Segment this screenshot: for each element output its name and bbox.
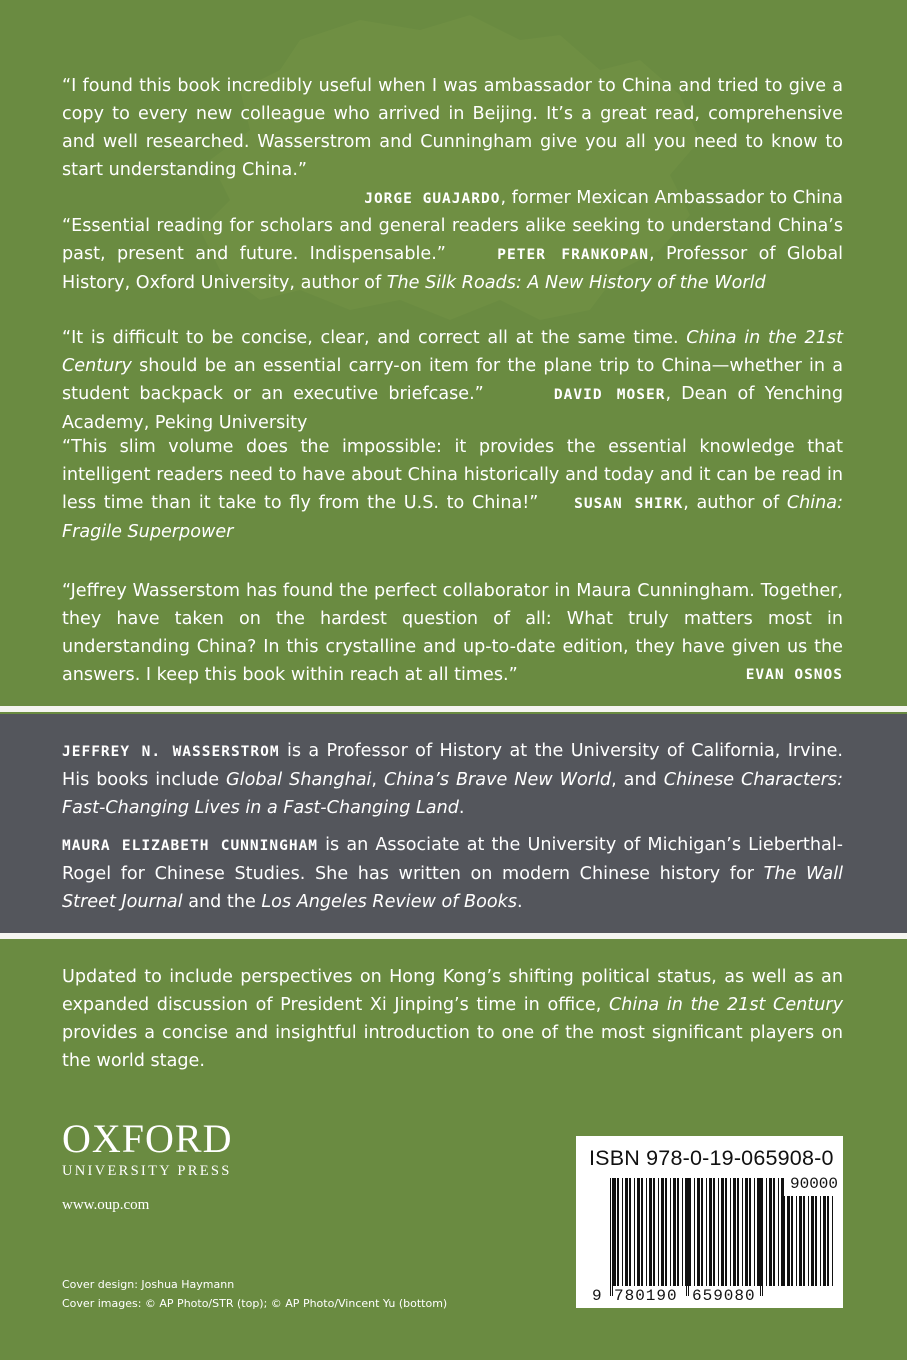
barcode-bar	[706, 1178, 707, 1286]
barcode-bar	[815, 1196, 817, 1286]
barcode-bar	[646, 1178, 647, 1286]
barcode-bar	[778, 1178, 779, 1286]
book-title: China in the 21st Century	[608, 995, 843, 1015]
quote-author-role: , author of	[683, 493, 787, 513]
barcode-digit-first: 9	[592, 1287, 602, 1305]
barcode-guard-bar	[612, 1178, 613, 1296]
barcode-bar	[799, 1196, 802, 1286]
logo-wordmark: OXFORD	[62, 1116, 233, 1161]
quote-book-title: China in the 21st Century	[62, 328, 843, 376]
quote-guajardo	[62, 72, 843, 213]
barcode-bar	[745, 1178, 748, 1286]
barcode-bar	[757, 1178, 760, 1286]
barcode-bar	[791, 1196, 793, 1286]
bio-text: and the	[182, 892, 262, 912]
barcode-bar	[823, 1196, 826, 1286]
barcode-bar	[682, 1178, 683, 1286]
isbn-barcode	[576, 1136, 843, 1308]
bio-text: is a Professor of History at the University of California, Irvine. His books include	[62, 741, 843, 790]
quote-text: “I found this book incredibly useful when I was ambassador to China and tried to give a copy to every new colleague who arrived in Beijing. It’s a great read, comprehensive and well researched. Wasserstrom and Cunningham give you all you need to know to start understanding China.”	[62, 76, 843, 180]
barcode-digits-right: 659080	[692, 1287, 756, 1305]
barcode-bar	[781, 1178, 784, 1286]
divider-bottom	[0, 933, 907, 939]
barcode-bar	[677, 1178, 679, 1286]
barcode-bar	[766, 1178, 767, 1286]
quote-author-role: , Dean of Yenching Academy, Peking University	[62, 384, 843, 433]
cover-credits	[62, 1275, 447, 1313]
barcode-bar	[713, 1178, 715, 1286]
barcode-bar	[725, 1178, 727, 1286]
barcode-bar	[820, 1196, 821, 1286]
quote-text: “This slim volume does the impossible: it provides the essential knowledge that intelligent readers need to have about China historically and today and it can be read in less time than it take to fly from the U.S. to China!”	[62, 437, 843, 513]
barcode-bar	[629, 1178, 631, 1286]
barcode-bar	[784, 1196, 785, 1286]
cover-design-credit: Cover design: Joshua Haymann	[62, 1278, 235, 1291]
barcode-bar	[625, 1178, 628, 1286]
barcode-bar	[649, 1178, 652, 1286]
publisher-url[interactable]: www.oup.com	[62, 1197, 150, 1213]
book-title: China’s Brave New World	[383, 770, 612, 790]
barcode-bar	[808, 1196, 809, 1286]
bio-text: ,	[371, 770, 384, 790]
barcode-bar	[709, 1178, 712, 1286]
barcode-bar	[730, 1178, 731, 1286]
barcode-bar	[658, 1178, 659, 1286]
barcode-bar	[796, 1196, 797, 1286]
barcode-bar	[661, 1178, 664, 1286]
quote-author: EVAN OSNOS	[745, 667, 843, 683]
barcode-bar	[689, 1178, 691, 1286]
bio-wasserstrom	[62, 737, 843, 822]
barcode-guard-bar	[688, 1178, 689, 1296]
barcode-bar	[641, 1178, 643, 1286]
isbn-label: ISBN 978-0-19-065908-0	[589, 1146, 834, 1170]
barcode-bar	[697, 1178, 700, 1286]
barcode-guard-bar	[686, 1178, 687, 1296]
quote-text-b: should be an essential carry-on item for the plane trip to China—whether in a student backpack or an executive briefcase.”	[62, 356, 843, 404]
barcode-guard-bar	[760, 1178, 761, 1296]
quote-text-a: “It is difficult to be concise, clear, and correct all at the same time.	[62, 328, 687, 348]
quote-author-work: The Silk Roads: A New History of the World	[386, 273, 766, 293]
quote-text: “Jeffrey Wasserstom has found the perfect collaborator in Maura Cunningham. Together, they have taken on the hardest question of all: What truly matters most in understanding China? In this crystalline and up-to-date edition, they have given us the answers. I keep this book within reach at all times.”	[62, 581, 843, 685]
barcode-bar	[721, 1178, 724, 1286]
publication-title: The Wall Street Journal	[62, 864, 843, 912]
barcode-guard-bar	[610, 1178, 611, 1296]
barcode-bar	[769, 1178, 772, 1286]
quote-author-role: , Professor of Global History, Oxford University, author of	[62, 244, 844, 293]
barcode-bar	[832, 1196, 833, 1286]
barcode-digits-left: 780190	[614, 1287, 678, 1305]
quote-author: DAVID MOSER	[553, 387, 666, 403]
barcode-bar	[665, 1178, 667, 1286]
bio-text: .	[517, 892, 523, 912]
barcode-bar	[634, 1178, 635, 1286]
quote-author: JORGE GUAJARDO	[364, 191, 501, 207]
barcode-bar	[773, 1178, 775, 1286]
quote-text: “Essential reading for scholars and general readers alike seeking to understand China’s past, present and future. Indispensable.”	[62, 216, 843, 264]
barcode-guard-bar	[762, 1178, 763, 1296]
bio-text: , and	[611, 770, 664, 790]
blurb-text: Updated to include perspectives on Hong Kong’s shifting political status, as well as an expanded discussion of President Xi Jinping’s time in office,	[62, 967, 843, 1015]
quote-author: PETER FRANKOPAN	[497, 247, 649, 263]
barcode-bar	[733, 1178, 736, 1286]
quote-moser	[62, 324, 843, 437]
barcode-bar	[749, 1178, 751, 1286]
book-blurb	[62, 963, 843, 1075]
book-title: Global Shanghai	[226, 770, 372, 790]
quote-frankopan	[62, 212, 843, 297]
logo-subtitle: UNIVERSITY PRESS	[62, 1163, 232, 1179]
barcode-bar	[613, 1178, 616, 1286]
publication-title: Los Angeles Review of Books	[261, 892, 518, 912]
barcode-bar	[827, 1196, 829, 1286]
bio-cunningham	[62, 831, 843, 916]
quote-author: SUSAN SHIRK	[574, 496, 684, 512]
barcode-bar	[673, 1178, 676, 1286]
author-name: JEFFREY N. WASSERSTROM	[62, 744, 280, 760]
barcode-bar	[803, 1196, 805, 1286]
barcode-bar	[701, 1178, 703, 1286]
barcode-bar	[670, 1178, 671, 1286]
author-name: MAURA ELIZABETH CUNNINGHAM	[62, 838, 319, 854]
quote-author-work: China: Fragile Superpower	[62, 493, 844, 542]
barcode-bar	[653, 1178, 655, 1286]
barcode-bar	[694, 1178, 695, 1286]
divider-top	[0, 706, 907, 712]
bio-text: .	[458, 798, 465, 818]
barcode-bar	[718, 1178, 719, 1286]
quote-author-role: , former Mexican Ambassador to China	[500, 188, 843, 208]
barcode-bar	[787, 1196, 790, 1286]
quote-shirk	[62, 433, 843, 546]
bio-text: is an Associate at the University of Michigan’s Lieberthal-Rogel for Chinese Studies. She has written on modern Chinese history for	[62, 835, 843, 884]
barcode-bar	[737, 1178, 739, 1286]
barcode-bar	[622, 1178, 623, 1286]
book-title: Chinese Characters: Fast-Changing Lives in a Fast-Changing Land	[62, 770, 844, 818]
price-code: 90000	[790, 1175, 839, 1193]
author-bios	[0, 714, 907, 933]
quote-osnos	[62, 577, 843, 689]
quote-attribution	[62, 184, 843, 213]
barcode-bar	[742, 1178, 743, 1286]
cover-images-credit: Cover images: © AP Photo/STR (top); © AP Photo/Vincent Yu (bottom)	[62, 1297, 448, 1310]
barcode-bar	[637, 1178, 640, 1286]
oxford-logo	[62, 1117, 232, 1180]
blurb-text: provides a concise and insightful introduction to one of the most significant players on the world stage.	[62, 1023, 843, 1071]
barcode-bar	[617, 1178, 619, 1286]
barcode-bar	[811, 1196, 814, 1286]
barcode-bar	[754, 1178, 755, 1286]
